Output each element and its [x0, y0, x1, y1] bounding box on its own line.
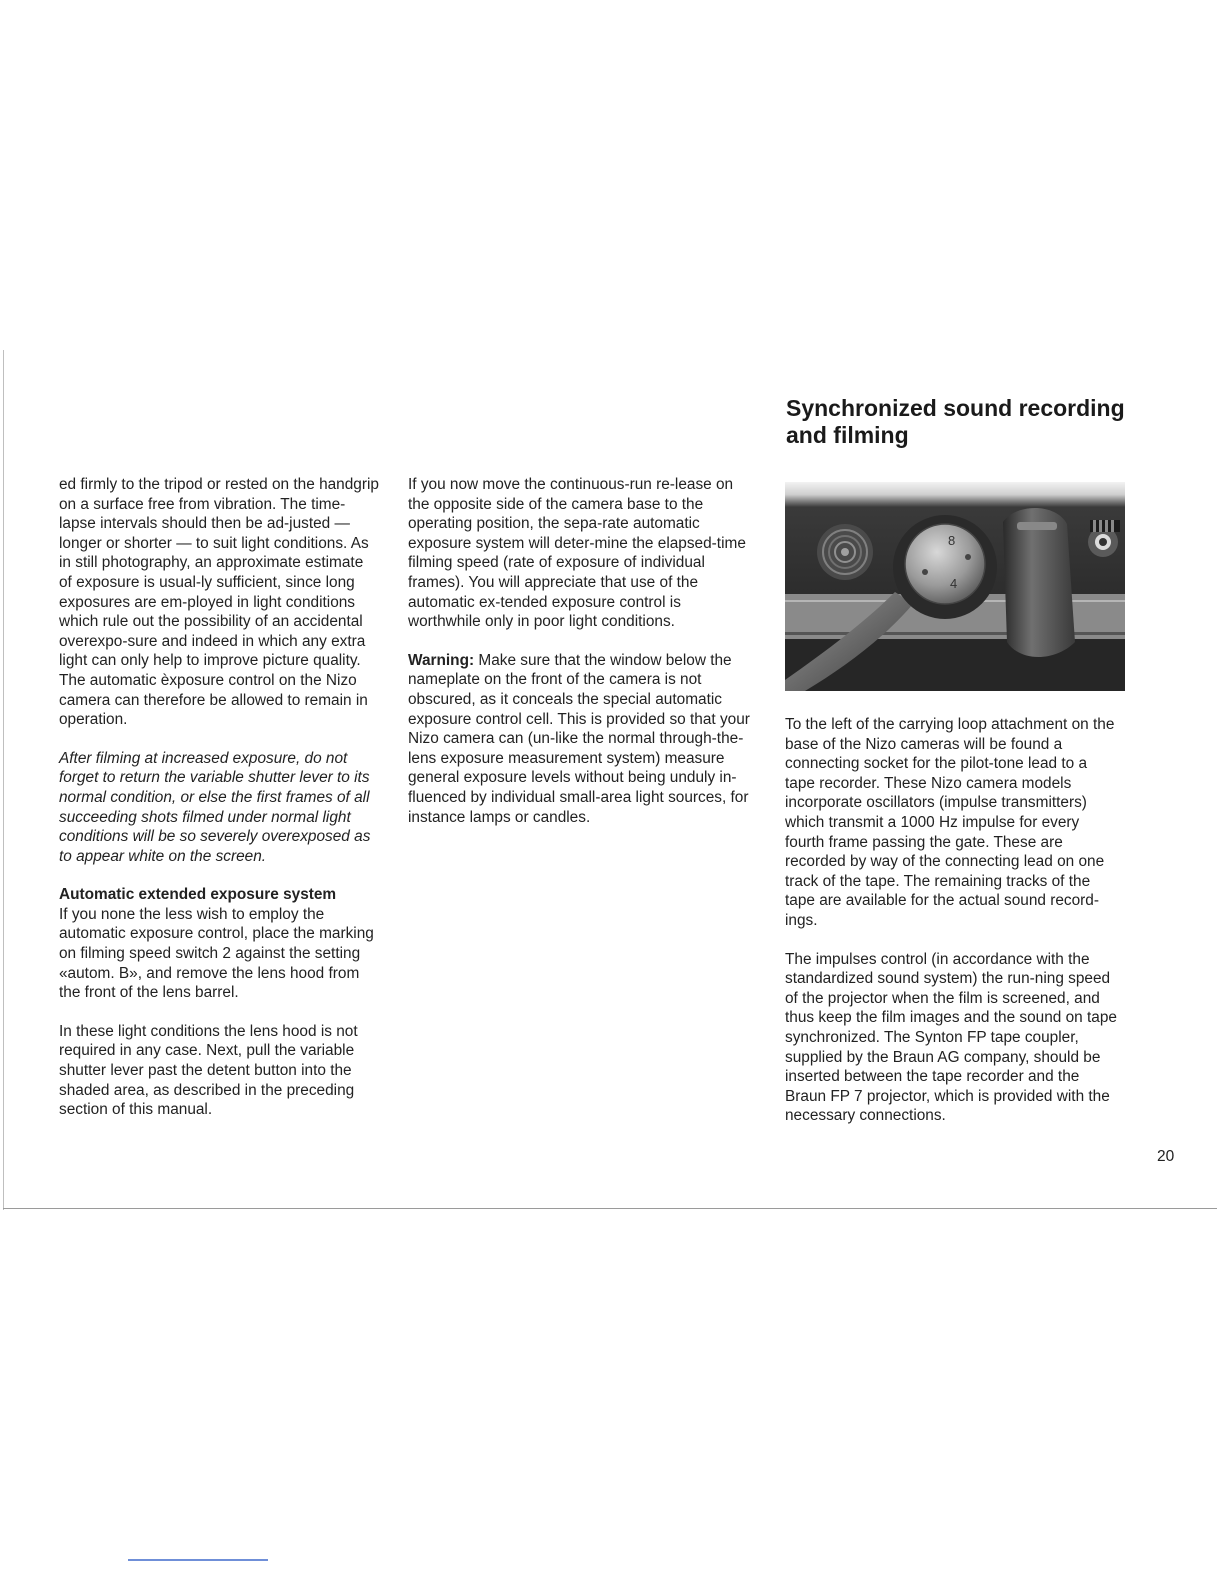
- paragraph-automatic-exposure-control: If you none the less wish to employ the automatic exposure control, place the marking on filming speed switch 2 against the setting «autom. B», and remove the lens hood from the front of the lens barrel.: [59, 905, 374, 1002]
- warning-label: Warning:: [408, 651, 475, 669]
- column-right: [785, 715, 1120, 1126]
- warning-text: Make sure that the window below the nameplate on the front of the camera is not obscured, as it conceals the special automatic exposure control cell. This is provided so that your Nizo camera can (un-like the normal through-the-lens exposure measurement system) measure general exposure levels without being unduly in-fluenced by individual small-area light sources, for instance lamps or candles.: [408, 651, 750, 826]
- paragraph-warning: [408, 651, 753, 827]
- paragraph-lens-hood: In these light conditions the lens hood is not required in any case. Next, pull the variable shutter lever past the detent button into the shaded area, as described in the preceding section of this manual.: [59, 1022, 358, 1119]
- page-number: 20: [1157, 1148, 1175, 1165]
- paragraph-continuous-run-release: If you now move the continuous-run re-lease on the opposite side of the camera base to the operating position, the sepa-rate automatic exposure system will deter-mine the elapsed-time filming speed (rate of exposure of individual frames). You will appreciate that use of the automatic ex-tended exposure control is worthwhile only in poor light conditions.: [408, 476, 746, 631]
- heading-line-2: and filming: [786, 422, 909, 448]
- camera-photo: [785, 482, 1125, 691]
- section-heading: [786, 395, 1166, 449]
- column-middle: [408, 475, 753, 827]
- scan-artifact-line: [128, 1559, 268, 1561]
- subheading-automatic-extended-exposure: Automatic extended exposure system: [59, 886, 337, 904]
- heading-line-1: Synchronized sound recording: [786, 395, 1125, 421]
- dial-number-8: 8: [948, 533, 956, 548]
- paragraph-connecting-socket: To the left of the carrying loop attachment on the base of the Nizo cameras will be found a connecting socket for the pilot-tone lead to a tape recorder. These Nizo camera models incorporate oscillators (impulse transmitters) which transmit a 1000 Hz impulse for every fourth frame passing the gate. These are recorded by way of the connecting lead on one track of the tape. The remaining tracks of the tape are available for the actual sound record-ings.: [785, 716, 1115, 929]
- page-edge-bottom: [3, 1208, 1217, 1209]
- camera-socket-illustration: [785, 482, 1125, 691]
- paragraph-impulses-control: The impulses control (in accordance with the standardized sound system) the run-ning speed of the projector when the film is screened, and thus keep the film images and the sound on tape synchronized. The Synton FP tape coupler, supplied by the Braun AG company, should be inserted between the tape recorder and the Braun FP 7 projector, which is provided with the necessary connections.: [785, 950, 1117, 1125]
- paragraph-warning-shutter-lever: After filming at increased exposure, do not forget to return the variable shutter lever to its normal condition, or else the first frames of all succeeding shots filmed under normal light conditions will be so severely overexposed as to appear white on the screen.: [59, 749, 371, 865]
- column-left: [59, 475, 379, 1120]
- page-edge-left: [3, 350, 4, 1210]
- dial-number-4: 4: [950, 576, 958, 591]
- paragraph-tripod: ed firmly to the tripod or rested on the handgrip on a surface free from vibration. The time-lapse intervals should then be ad-justed — longer or shorter — to suit light conditions. As in still photography, an approximate estimate of exposure is usual-ly sufficient, since long exposures are em-ployed in light conditions which rule out the possibility of an accidental overexpo-sure and indeed in which any extra light can only help to improve picture quality. The automatic èxposure control on the Nizo camera can therefore be allowed to remain in operation.: [59, 476, 379, 729]
